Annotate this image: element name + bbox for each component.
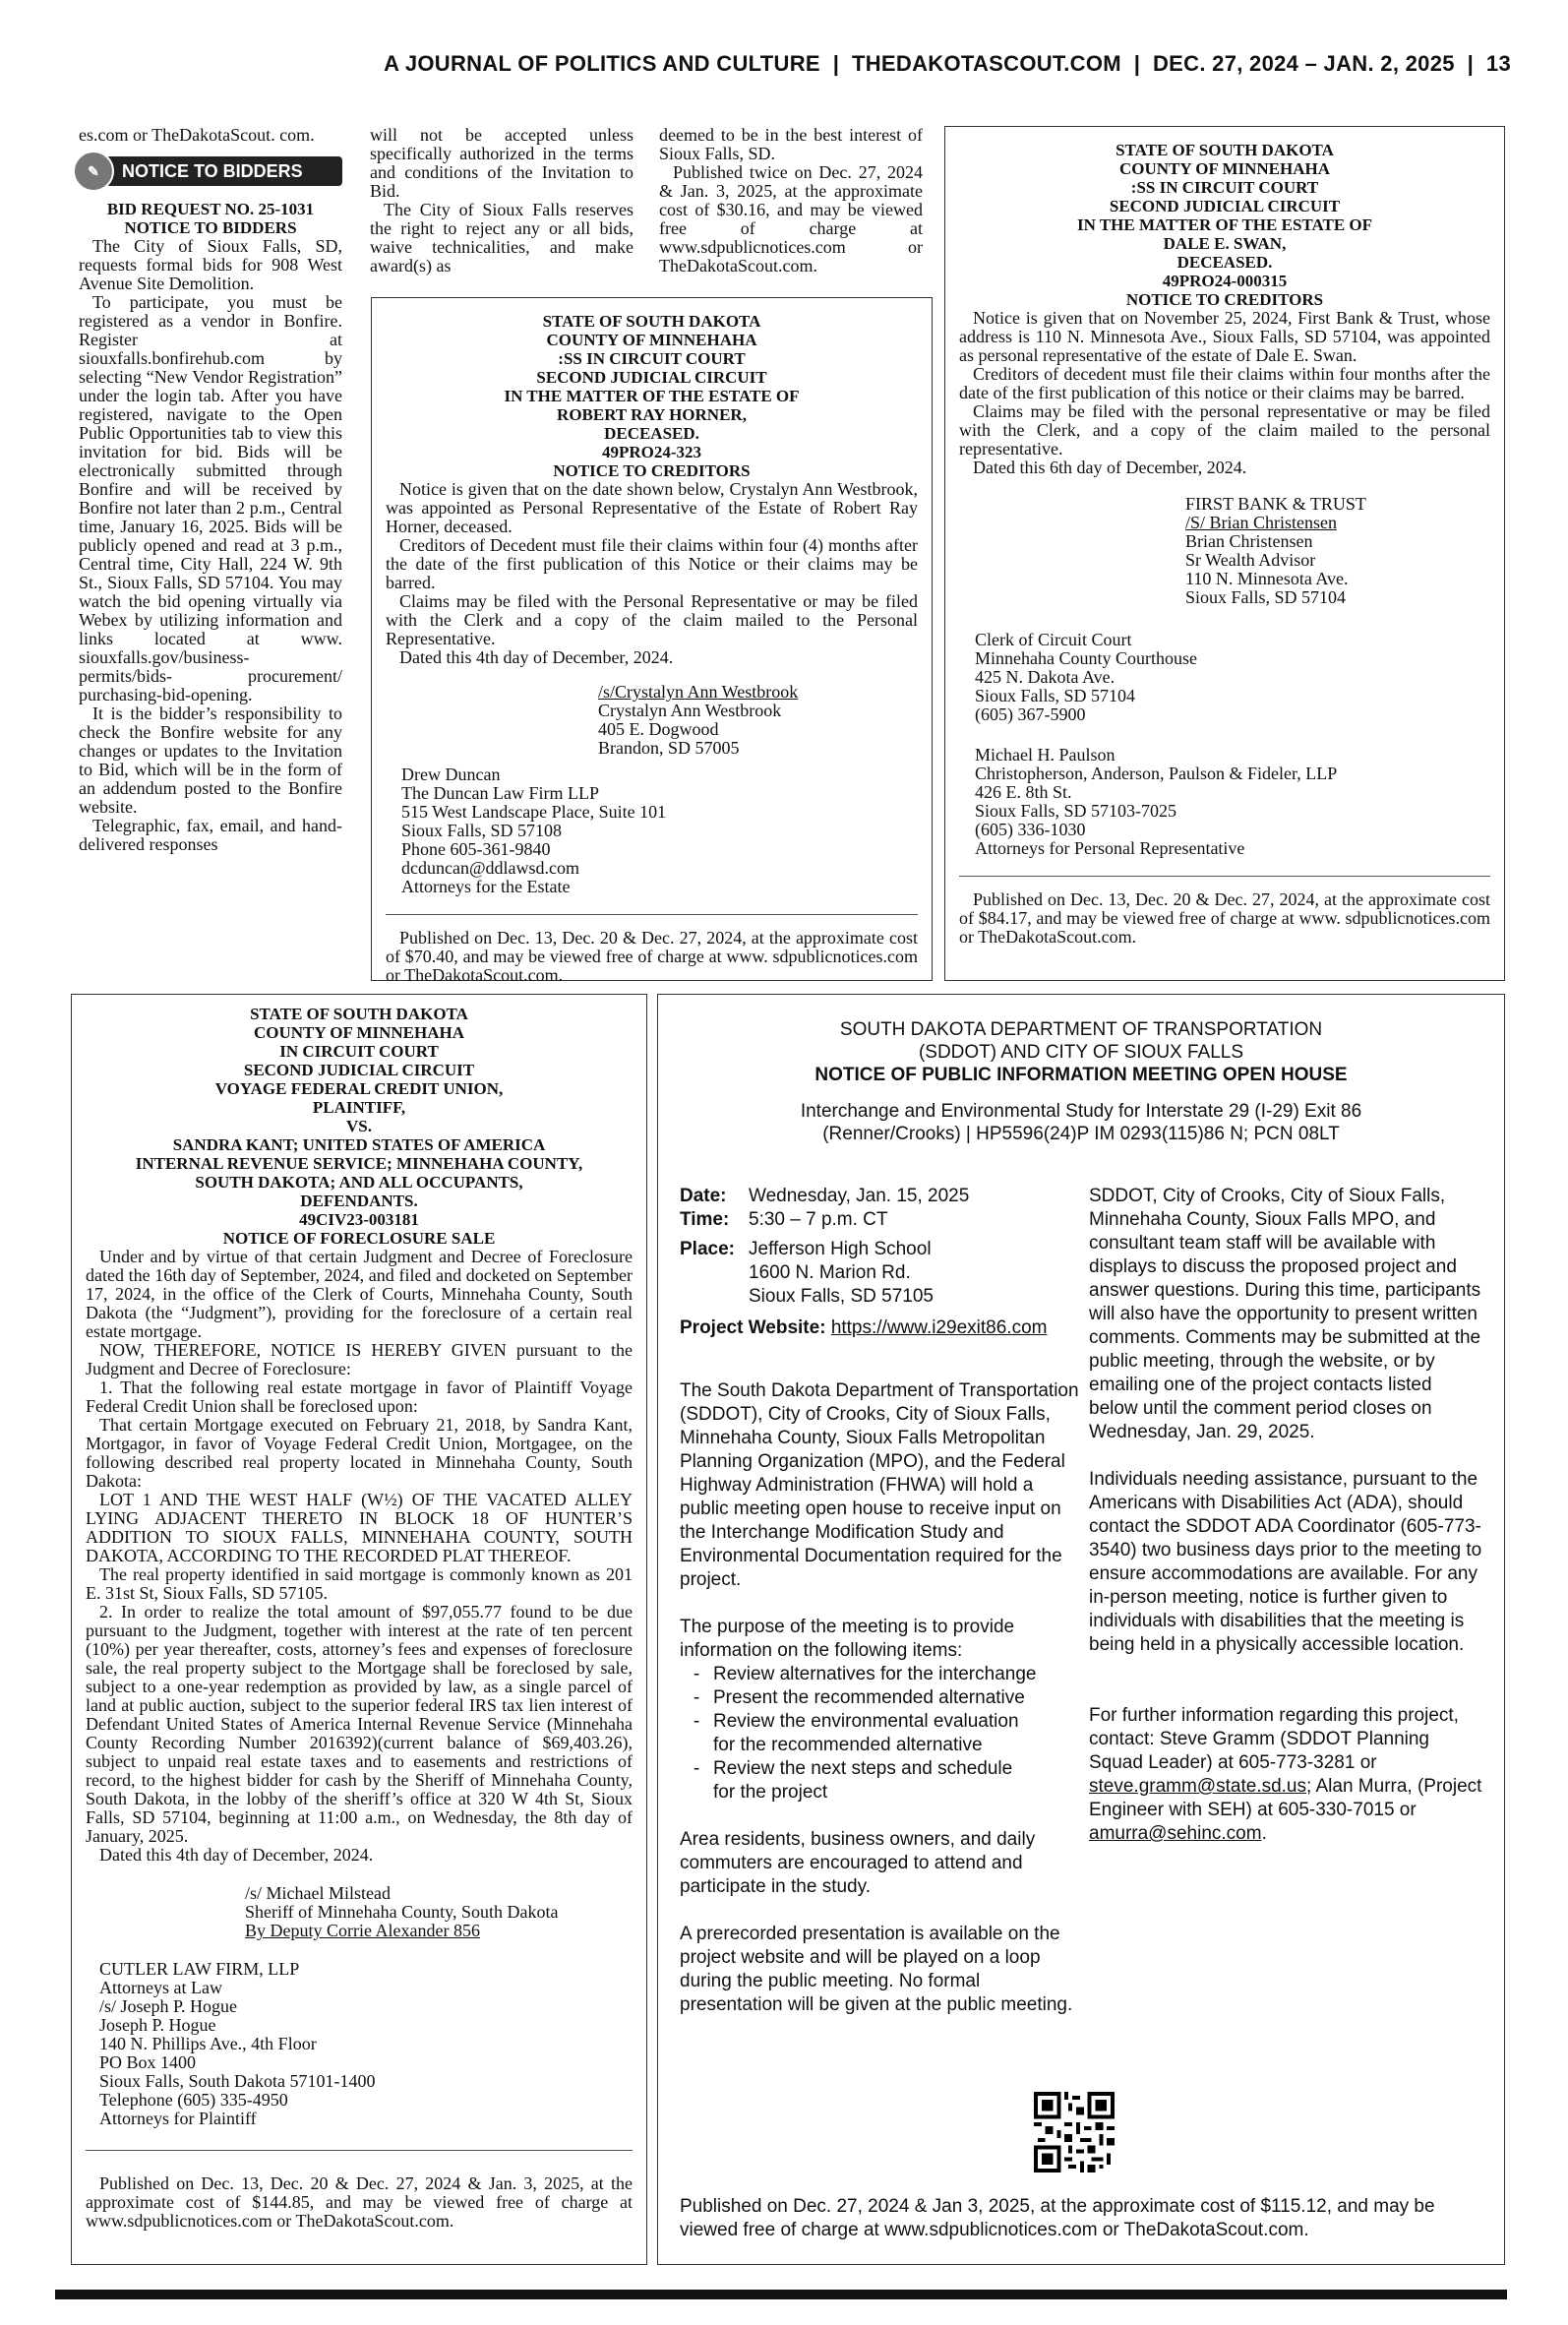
attorney-block: Michael H. Paulson Christopherson, Anderson, Paulson & Fideler, LLP 426 E. 8th St. Sioux Falls, SD 57103-7025 (605) 336-1030 Attorneys for Personal Representative	[975, 745, 1338, 858]
bid-paragraph: The City of Sioux Falls, SD, requests formal bids for 908 West Avenue Site Demolition.	[79, 236, 342, 293]
qr-code-icon[interactable]	[1034, 2092, 1115, 2172]
notice-paragraph: Claims may be filed with the Personal Representative or may be filed with the Clerk and a copy of the claim mailed to the Personal Representative.	[386, 591, 918, 648]
notice-paragraph: 2. In order to realize the total amount of $97,055.77 found to be due pursuant to the Judgment, together with interest at the rate of ten percent (10%) per year thereafter, costs, attorney’s fees and expenses of foreclosure sale, the real property subject to the Mortgage shall be foreclosed by sale, subject to a one-year redemption as provided by law, as a single parcel of land at public auction, subject to the superior federal IRS tax lien interest of Defendant United States of America Internal Revenue Service (Minnehaha County Recording Number 2016392)(current balance of $69,403.26), subject to unpaid real estate taxes and to easements and restrictions of record, to the highest bidder for cash by the Sheriff of Minnehaha County, South Dakota, in the lobby of the sheriff’s office at 320 W 4th St, Sioux Falls, SD 57104, beginning at 11:00 a.m., on Wednesday, the 8th day of January, 2025.	[86, 1602, 633, 1846]
bid-paragraph: Published twice on Dec. 27, 2024 & Jan. 3, 2025, at the approximate cost of $30.16, and may be viewed free of charge at www.sdpublicnotices.com or TheDakotaScout.com.	[659, 162, 923, 275]
kant-foreclosure-notice	[71, 994, 647, 2265]
email-link-murra[interactable]: amurra@sehinc.com	[1089, 1823, 1262, 1844]
sddot-paragraph: The South Dakota Department of Transportation (SDDOT), City of Crooks, City of Sioux Falls, Minnehaha County, Sioux Falls Metropolitan Planning Organization (MPO), and the Federal Highway Administration (FHWA) will hold a public meeting open house to receive input on the Interchange Modification Study and Environmental Documentation required for the project.	[680, 1380, 1079, 1590]
notice-paragraph: The real property identified in said mortgage is commonly known as 201 E. 31st St, Sioux Falls, SD 57105.	[86, 1564, 633, 1603]
project-subtitle: (Renner/Crooks) | HP5596(24)P IM 0293(115)86 N; PCN 08LT	[822, 1124, 1340, 1144]
bid-title: BID REQUEST NO. 25-1031	[106, 200, 315, 218]
sddot-notice-title: NOTICE OF PUBLIC INFORMATION MEETING OPEN HOUSE	[814, 1065, 1348, 1085]
sddot-left-column	[680, 1185, 1083, 2017]
bid-subtitle: NOTICE TO BIDDERS	[124, 218, 297, 237]
publication-note: Published on Dec. 27, 2024 & Jan 3, 2025, at the approximate cost of $115.12, and may be viewed free of charge at www.sdpublicnotices.com or TheDakotaScout.com.	[680, 2196, 1435, 2240]
page-number: 13	[1485, 51, 1511, 76]
bid-paragraph: deemed to be in the best interest of Sioux Falls, SD.	[659, 125, 923, 163]
bid-notice-column-2	[370, 126, 633, 275]
notice-paragraph: Notice is given that on the date shown below, Crystalyn Ann Westbrook, was appointed as Personal Representative of the Estate of Robert Ray Horner, deceased.	[386, 479, 918, 536]
bid-paragraph: It is the bidder’s responsibility to check the Bonfire website for any changes or updates to the Invitation to Bid, which will be in the form of an addendum posted to the Bonfire website.	[79, 704, 342, 817]
project-website-link[interactable]: https://www.i29exit86.com	[830, 1317, 1048, 1338]
notice-heading: STATE OF SOUTH DAKOTA COUNTY OF MINNEHAHA :SS IN CIRCUIT COURT SECOND JUDICIAL CIRCUIT IN THE MATTER OF THE ESTATE OF ROBERT RAY HORNER, DECEASED. 49PRO24-323 NOTICE TO CREDITORS	[504, 312, 800, 480]
notice-paragraph: Dated this 4th day of December, 2024.	[399, 647, 674, 667]
agenda-item: Review the environmental evaluation for the recommended alternative	[713, 1711, 1019, 1755]
notice-to-bidders-tag: ✎ NOTICE TO BIDDERS	[79, 156, 342, 186]
notice-paragraph: Creditors of decedent must file their claims within four months after the date of the first publication of this notice or their claims may be barred.	[959, 364, 1490, 402]
legal-description: LOT 1 AND THE WEST HALF (W½) OF THE VACATED ALLEY LYING ADJACENT THERETO IN BLOCK 18 OF HUNTER’S ADDITION TO SIOUX FALLS, MINNEHAHA COUNTY, SOUTH DAKOTA, ACCORDING TO THE RECORDED PLAT THEREOF.	[86, 1490, 633, 1565]
sddot-paragraph: The purpose of the meeting is to provide information on the following items:	[680, 1617, 1015, 1661]
notice-paragraph: NOW, THEREFORE, NOTICE IS HEREBY GIVEN pursuant to the Judgment and Decree of Foreclosure:	[86, 1340, 633, 1378]
notice-badge-icon: ✎	[73, 151, 114, 192]
notice-paragraph: Creditors of Decedent must file their claims within four (4) months after the date of the first publication of this Notice or their claims may be barred.	[386, 535, 918, 592]
page-header: A JOURNAL OF POLITICS AND CULTURE | THEDAKOTASCOUT.COM | DEC. 27, 2024 – JAN. 2, 2025 | 13	[384, 51, 1511, 76]
notice-paragraph: That certain Mortgage executed on February 21, 2018, by Sandra Kant, Mortgagor, in favor of Voyage Federal Credit Union, Mortgagee, on the following described real property located in Minnehaha County, South Dakota:	[86, 1415, 633, 1491]
page-bottom-rule	[55, 2290, 1507, 2299]
email-link-gramm[interactable]: steve.gramm@state.sd.us	[1089, 1776, 1306, 1797]
notice-paragraph: Under and by virtue of that certain Judgment and Decree of Foreclosure dated the 16th day of September, 2024, and filed and docketed on September 17, 2024, in the office of the Clerk of Courts, Minnehaha County, South Dakota (the “Judgment”), providing for the foreclosure of a certain real estate mortgage.	[86, 1247, 633, 1341]
notice-paragraph: 1. That the following real estate mortgage in favor of Plaintiff Voyage Federal Credit Union shall be foreclosed upon:	[86, 1377, 633, 1416]
notice-paragraph: Dated this 4th day of December, 2024.	[99, 1845, 374, 1865]
date-value: Wednesday, Jan. 15, 2025	[749, 1186, 970, 1206]
agenda-item: Review alternatives for the interchange	[713, 1664, 1037, 1684]
bid-paragraph: Telegraphic, fax, email, and hand-delivered responses	[79, 816, 342, 854]
sddot-meeting-notice	[657, 994, 1505, 2265]
website-label: Project Website:	[680, 1317, 826, 1338]
horner-estate-notice	[371, 297, 933, 985]
notice-paragraph: Notice is given that on November 25, 2024, First Bank & Trust, whose address is 110 N. Minnesota Ave., Sioux Falls, SD 57104, was appointed as personal representative of the estate of Dale E. Swan.	[959, 308, 1490, 365]
notice-heading: STATE OF SOUTH DAKOTA COUNTY OF MINNEHAHA IN CIRCUIT COURT SECOND JUDICIAL CIRCUIT VOYAGE FEDERAL CREDIT UNION, PLAINTIFF, VS. SANDRA KANT; UNITED STATES OF AMERICA INTERNAL REVENUE SERVICE; MINNEHAHA COUNTY, SOUTH DAKOTA; AND ALL OCCUPANTS, DEFENDANTS. 49CIV23-003181 NOTICE OF FORECLOSURE SALE	[135, 1005, 583, 1248]
journal-name: A JOURNAL OF POLITICS AND CULTURE	[384, 51, 820, 76]
agenda-list: - Review alternatives for the interchange - Present the recommended alternative - Review the environmental evaluation for the recommended alternative - Review the next steps and schedule for the project	[694, 1664, 1037, 1803]
bid-paragraph: To participate, you must be registered as a vendor in Bonfire. Register at siouxfalls.bonfirehub.com by selecting “New Vendor Registration” under the login tab. After you have registered, navigate to the Open Public Opportunities tab to view this invitation for bid. Bids will be electronically submitted through Bonfire and will be received by Bonfire not later than 2 p.m., Central time, January 16, 2025. Bids will be publicly opened and read at 3 p.m., Central time, City Hall, 224 W. 9th St., Sioux Falls, SD 57104. You may watch the bid opening virtually via Webex by utilizing information and links located at www. siouxfalls.gov/business-permits/bids- procurement/ purchasing-bid-opening.	[79, 292, 342, 704]
place-value: Jefferson High School 1600 N. Marion Rd. Sioux Falls, SD 57105	[749, 1239, 934, 1307]
attorney-block: Drew Duncan The Duncan Law Firm LLP 515 West Landscape Place, Suite 101 Sioux Falls, SD 57108 Phone 605-361-9840 dcduncan@ddlawsd.com Attorneys for the Estate	[401, 765, 667, 896]
publication-note: Published on Dec. 13, Dec. 20 & Dec. 27, 2024 & Jan. 3, 2025, at the approximate cost of $144.85, and may be viewed free of charge at www.sdpublicnotices.com or TheDakotaScout.com.	[86, 2173, 633, 2231]
sddot-paragraph: Individuals needing assistance, pursuant to the Americans with Disabilities Act (ADA), should contact the SDDOT ADA Coordinator (605-773-3540) two business days prior to the meeting to ensure accommodations are available. For any in-person meeting, notice is further given to individuals with disabilities that the meeting is being held in a physically accessible location.	[1089, 1469, 1482, 1655]
publication-note: Published on Dec. 13, Dec. 20 & Dec. 27, 2024, at the approximate cost of $70.40, and may be viewed free of charge at www. sdpublicnotices.com or TheDakotaScout.com.	[386, 928, 918, 985]
sddot-heading: (SDDOT) AND CITY OF SIOUX FALLS	[918, 1042, 1244, 1063]
divider	[386, 914, 918, 915]
issue-dates: DEC. 27, 2024 – JAN. 2, 2025	[1152, 51, 1455, 76]
bid-paragraph: will not be accepted unless specifically authorized in the terms and conditions of the Invitation to Bid.	[370, 125, 633, 201]
time-value: 5:30 – 7 p.m. CT	[749, 1209, 888, 1230]
attorney-block: CUTLER LAW FIRM, LLP Attorneys at Law /s/ Joseph P. Hogue Joseph P. Hogue 140 N. Phillips Ave., 4th Floor PO Box 1400 Sioux Falls, South Dakota 57101-1400 Telephone (605) 335-4950 Attorneys for Plaintiff	[99, 1959, 376, 2128]
sddot-paragraph: Area residents, business owners, and daily commuters are encouraged to attend and participate in the study.	[680, 1829, 1036, 1897]
place-label: Place:	[680, 1239, 735, 1259]
clerk-block: Clerk of Circuit Court Minnehaha County Courthouse 425 N. Dakota Ave. Sioux Falls, SD 57104 (605) 367-5900	[975, 630, 1197, 724]
publication-note: Published on Dec. 13, Dec. 20 & Dec. 27, 2024, at the approximate cost of $84.17, and may be viewed free of charge at www. sdpublicnotices.com or TheDakotaScout.com.	[959, 889, 1490, 947]
sddot-paragraph: A prerecorded presentation is available on the project website and will be played on a loop during the public meeting. No formal presentation will be given at the public meeting.	[680, 1924, 1073, 2015]
divider	[959, 876, 1490, 877]
notice-heading: STATE OF SOUTH DAKOTA COUNTY OF MINNEHAHA :SS IN CIRCUIT COURT SECOND JUDICIAL CIRCUIT IN THE MATTER OF THE ESTATE OF DALE E. SWAN, DECEASED. 49PRO24-000315 NOTICE TO CREDITORS	[1076, 141, 1373, 309]
bid-notice-column-3	[659, 126, 923, 275]
signature-block: /s/Crystalyn Ann Westbrook Crystalyn Ann Westbrook 405 E. Dogwood Brandon, SD 57005	[598, 682, 799, 758]
notice-paragraph: Dated this 6th day of December, 2024.	[973, 458, 1247, 477]
time-label: Time:	[680, 1209, 730, 1230]
agenda-item: Review the next steps and schedule for the project	[713, 1758, 1013, 1803]
signature-block: /s/ Michael Milstead Sheriff of Minnehaha County, South Dakota By Deputy Corrie Alexander 856	[245, 1883, 559, 1940]
date-label: Date:	[680, 1186, 727, 1206]
project-subtitle: Interchange and Environmental Study for Interstate 29 (I-29) Exit 86	[800, 1101, 1362, 1122]
bid-notice-column	[79, 126, 342, 854]
notice-paragraph: Claims may be filed with the personal representative or may be filed with the Clerk, and a copy of the claim mailed to the personal representative.	[959, 401, 1490, 459]
sddot-heading: SOUTH DAKOTA DEPARTMENT OF TRANSPORTATION	[839, 1019, 1323, 1040]
sddot-contact-paragraph: For further information regarding this project, contact: Steve Gramm (SDDOT Planning Squad Leader) at 605-773-3281 or steve.gramm@state.sd.us; Alan Murra, (Project Engineer with SEH) at 605-330-7015 or amurra@sehinc.com.	[1089, 1705, 1482, 1844]
swan-estate-notice	[944, 126, 1505, 981]
continued-text: es.com or TheDakotaScout. com.	[79, 125, 315, 145]
divider	[86, 2150, 633, 2151]
bid-paragraph: The City of Sioux Falls reserves the right to reject any or all bids, waive technicalities, and make award(s) as	[370, 200, 633, 275]
sddot-right-column	[1089, 1185, 1482, 2017]
site-name: THEDAKOTASCOUT.COM	[851, 51, 1121, 76]
sddot-paragraph: SDDOT, City of Crooks, City of Sioux Falls, Minnehaha County, Sioux Falls MPO, and consultant team staff will be available with displays to discuss the proposed project and answer questions. During this time, participants will also have the opportunity to present written comments. Comments may be submitted at the public meeting, through the website, or by emailing one of the project contacts listed below until the comment period closes on Wednesday, Jan. 29, 2025.	[1089, 1186, 1481, 1442]
agenda-item: Present the recommended alternative	[713, 1687, 1025, 1708]
signature-block: FIRST BANK & TRUST /S/ Brian Christensen Brian Christensen Sr Wealth Advisor 110 N. Minnesota Ave. Sioux Falls, SD 57104	[1185, 494, 1366, 607]
